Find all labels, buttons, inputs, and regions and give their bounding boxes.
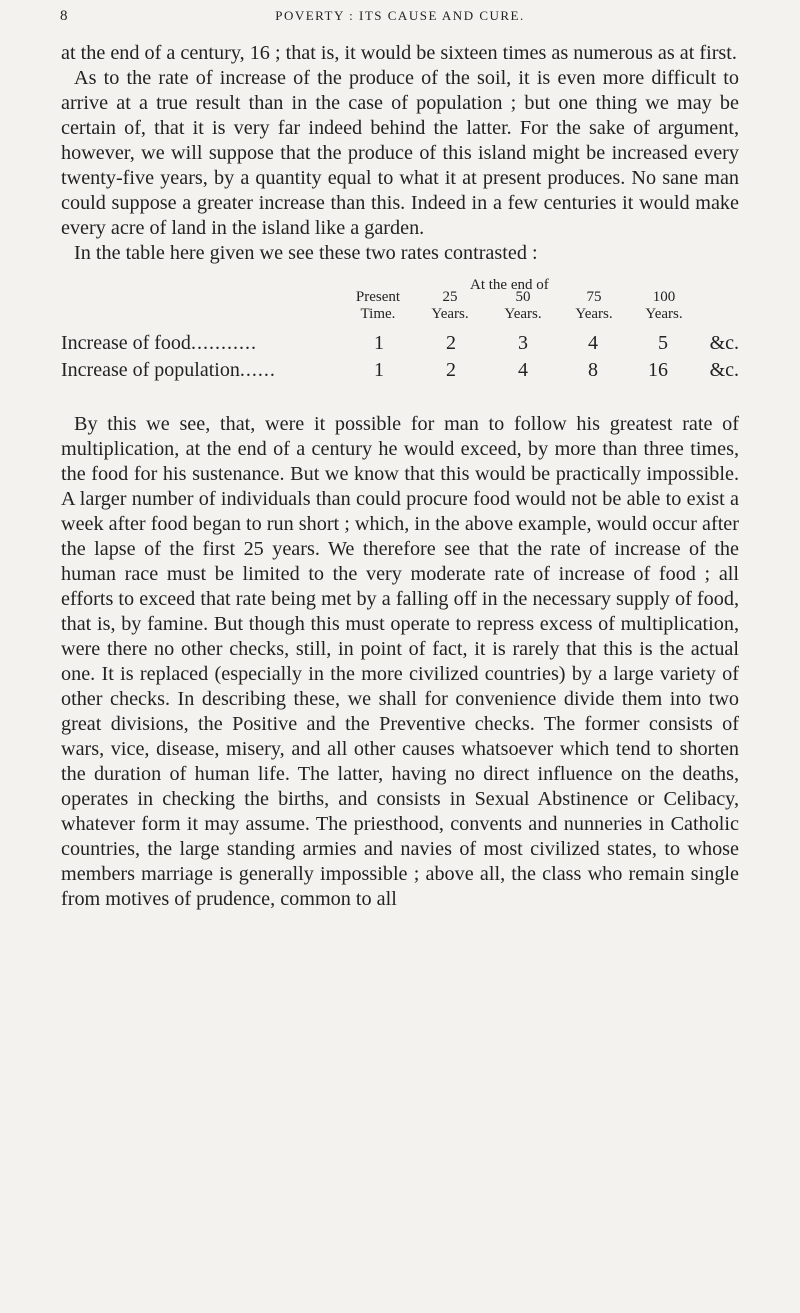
table-cell: 1 <box>374 359 384 381</box>
table-cell: 5 <box>658 332 668 354</box>
row-label-text: Increase of population <box>61 359 240 381</box>
table-cell: 4 <box>588 332 598 354</box>
row-label-population <box>61 358 276 383</box>
column-header-line: Time. <box>360 306 396 322</box>
row-label-food <box>61 331 257 356</box>
column-header-line: 25 <box>442 289 458 305</box>
body-text <box>61 41 739 912</box>
paragraph-table-intro: In the table here given we see these two rates contrasted : <box>74 242 538 264</box>
paragraph-analysis: By this we see, that, were it possible for man to follow his greatest rate of multiplication, at the end of a century he would exceed, by more than three times, the food for his sustenance. But we know that this would be practically impossible. A larger number of individuals than could procure food would not be able to exist a week after food began to run short ; which, in the above example, would occur after the lapse of the first 25 years. We therefore see that the rate of increase of the human race must be limited to the very moderate rate of increase of food ; all efforts to exceed that rate being met by a falling off in the necessary supply of food, that is, by famine. But though this must operate to repress excess of multiplication, were there no other checks, still, in point of fact, it is rarely that this is the actual one. It is replaced (especially in the more civilized countries) by a large variety of other checks. In describing these, we shall for convenience divide them into two great divisions, the Positive and the Preventive checks. The former consists of wars, vice, disease, misery, and all other causes whatsoever which tend to shorten the duration of human life. The latter, having no direct influence on the deaths, operates in checking the births, and consists in Sexual Abstinence or Celibacy, whatever form it may assume. The priesthood, convents and nunneries in Catholic countries, the large standing armies and navies of most civilized states, to whose members marriage is generally impossible ; above all, the class who remain single from motives of prudence, common to all <box>61 413 739 910</box>
paragraph-produce: As to the rate of increase of the produce of the soil, it is even more difficult to arrive at a true result than in the case of population ; but one thing we may be certain of, that it is very far indeed behind the latter. For the sake of argument, however, we will suppose that the produce of this island might be increased every twenty-five years, by a quantity equal to what it at present produces. No sane man could suppose a greater increase than this. Indeed in a few centuries it would make every acre of land in the island like a garden. <box>61 67 739 239</box>
leader-dots: ...... <box>239 359 276 381</box>
table-cell-suffix: &c. <box>709 359 739 381</box>
column-header-line: Years. <box>575 306 613 322</box>
table-cell-suffix: &c. <box>709 332 739 354</box>
table-cell: 2 <box>446 332 456 354</box>
leader-dots: ........... <box>190 332 257 354</box>
column-header-line: Present <box>355 289 401 305</box>
column-header-line: Years. <box>504 306 542 322</box>
table-cell: 3 <box>518 332 528 354</box>
column-header-line: Years. <box>645 306 683 322</box>
table-cell: 2 <box>446 359 456 381</box>
table-cell: 4 <box>518 359 528 381</box>
column-header-50 <box>488 289 558 323</box>
page-number: 8 <box>60 8 68 24</box>
column-header-line: Years. <box>431 306 469 322</box>
row-label-text: Increase of food <box>61 332 191 354</box>
paragraph-continued: at the end of a century, 16 ; that is, it would be sixteen times as numerous as at first. <box>61 42 737 64</box>
column-header-present <box>343 289 413 323</box>
column-header-25 <box>415 289 485 323</box>
running-title: POVERTY : ITS CAUSE AND CURE. <box>275 8 525 23</box>
page-header <box>60 8 740 28</box>
column-header-75 <box>559 289 629 323</box>
column-header-line: 75 <box>586 289 602 305</box>
column-header-line: 100 <box>652 289 676 305</box>
table-cell: 16 <box>648 359 668 381</box>
table-heading: At the end of <box>470 277 549 293</box>
table-cell: 1 <box>374 332 384 354</box>
column-header-line: 50 <box>515 289 531 305</box>
rates-table <box>61 271 739 409</box>
column-header-100 <box>629 289 699 323</box>
table-cell: 8 <box>588 359 598 381</box>
